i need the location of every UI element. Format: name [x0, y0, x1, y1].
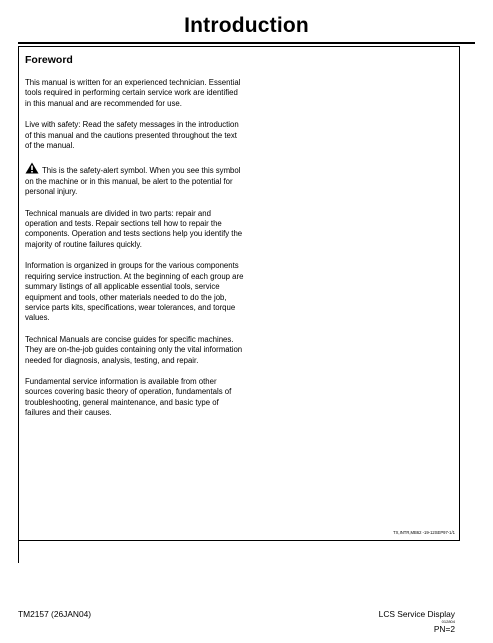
foreword-body — [25, 78, 245, 430]
page-title: Introduction — [184, 14, 309, 37]
paragraph: Live with safety: Read the safety messages in the introduction of this manual and the cautions presented throughout the text of the manual. — [25, 120, 239, 151]
paragraph: This manual is written for an experienced technician. Essential tools required in performing certain service work are identified in this manual and are recommended for use. — [25, 78, 241, 108]
paragraph: Technical Manuals are concise guides for specific machines. They are on-the-job guides containing only the vital information needed for diagnosis, analysis, testing, and repair. — [25, 334, 243, 365]
title-rule — [18, 42, 475, 44]
footer-code: 012804 — [441, 619, 455, 624]
footer-page-number: PN=2 — [433, 624, 455, 634]
footer-title: LCS Service Display — [378, 609, 455, 619]
paragraph: Fundamental service information is available from other sources covering basic theory of operation, fundamentals of troubleshooting, general maintenance, and basic type of failures and their causes. — [25, 376, 232, 418]
paragraph: Technical manuals are divided in two parts: repair and operation and tests. Repair sections tell how to repair the components. Operation and tests sections help you identify the majority of routine failures quickly. — [25, 208, 243, 249]
paragraph-text: This is the safety-alert symbol. When you see this symbol on the machine or in this manual, be alert to the potential for personal injury. — [25, 166, 241, 197]
footer-manual-id: TM2157 (26JAN04) — [18, 609, 92, 619]
reference-code: TX,INTR,MB62 -19-12SEP97-1/1 — [393, 530, 455, 535]
section-title: Foreword — [25, 54, 73, 66]
safety-alert-icon — [25, 162, 39, 174]
paragraph: Information is organized in groups for the various components requiring service instruction. At the beginning of each group are summary listings of all applicable essential tools, service equipment and tools, other materials needed to do the job, service parts kits, specifications, wear tolerances, and torque values. — [25, 261, 244, 323]
frame-extension — [18, 539, 19, 563]
paragraph-safety — [25, 162, 245, 197]
